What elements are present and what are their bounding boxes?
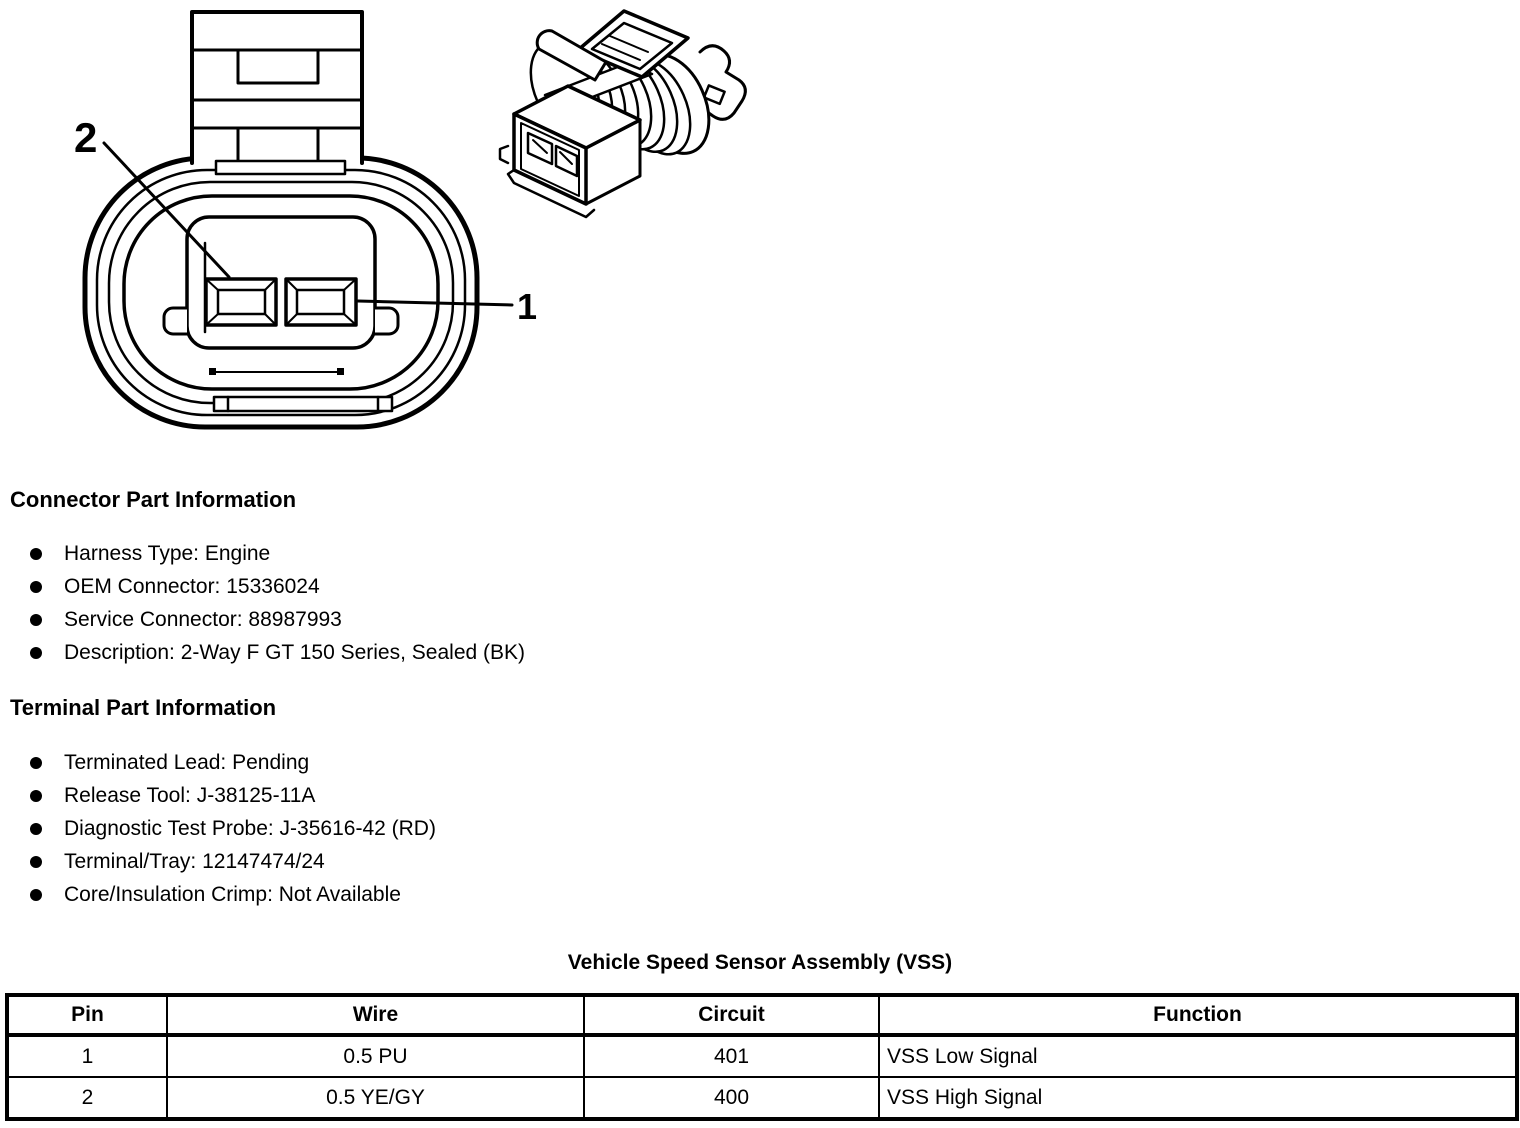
table-cell-circuit: 401	[584, 1035, 879, 1077]
table-cell-pin: 1	[7, 1035, 167, 1077]
table-row	[7, 1035, 1517, 1077]
list-item	[0, 812, 436, 845]
pin-1-leader-line	[358, 301, 512, 305]
table-header-pin: Pin	[7, 995, 167, 1035]
list-item	[0, 603, 525, 636]
pin-2-callout-label: 2	[74, 114, 98, 161]
terminal-part-list	[0, 746, 436, 911]
bullet-icon	[30, 757, 42, 769]
list-item-label: OEM Connector: 15336024	[64, 574, 320, 598]
table-cell-wire: 0.5 PU	[167, 1035, 584, 1077]
list-item-label: Core/Insulation Crimp: Not Available	[64, 882, 401, 906]
list-item-label: Terminal/Tray: 12147474/24	[64, 849, 325, 873]
bullet-icon	[30, 614, 42, 626]
pin-1-callout-label: 1	[517, 286, 538, 327]
list-item-label: Release Tool: J-38125-11A	[64, 783, 316, 807]
bullet-icon	[30, 889, 42, 901]
lock-tab	[192, 12, 362, 174]
list-item-label: Diagnostic Test Probe: J-35616-42 (RD)	[64, 816, 436, 840]
list-item-label: Harness Type: Engine	[64, 541, 271, 565]
bullet-icon	[30, 823, 42, 835]
list-item	[0, 845, 436, 878]
section-heading-terminal-part-information: Terminal Part Information	[10, 695, 277, 720]
table-row	[7, 1077, 1517, 1119]
connector-side-view	[500, 11, 745, 217]
list-item-label: Terminated Lead: Pending	[64, 750, 310, 774]
table-title: Vehicle Speed Sensor Assembly (VSS)	[567, 951, 953, 974]
table-header-function: Function	[879, 995, 1517, 1035]
connector-face-view	[74, 12, 537, 427]
list-item-label: Description: 2-Way F GT 150 Series, Sealed (BK)	[64, 640, 526, 664]
pin-table	[5, 993, 1519, 1121]
bullet-icon	[30, 856, 42, 868]
table-header-circuit: Circuit	[584, 995, 879, 1035]
pin-1-cavity	[286, 279, 356, 325]
table-cell-wire: 0.5 YE/GY	[167, 1077, 584, 1119]
bullet-icon	[30, 790, 42, 802]
list-item	[0, 636, 525, 669]
connector-diagrams	[0, 0, 780, 460]
face-outer-rings	[85, 158, 477, 427]
list-item	[0, 537, 525, 570]
table-header-wire: Wire	[167, 995, 584, 1035]
bullet-icon	[30, 647, 42, 659]
pin-2-cavity	[206, 279, 276, 325]
connector-part-list	[0, 537, 525, 669]
list-item	[0, 570, 525, 603]
list-item	[0, 878, 436, 911]
table-cell-function: VSS High Signal	[879, 1077, 1517, 1119]
bullet-icon	[30, 548, 42, 560]
bullet-icon	[30, 581, 42, 593]
section-heading-connector-part-information: Connector Part Information	[10, 487, 297, 512]
list-item	[0, 746, 436, 779]
keyway-shroud	[164, 217, 398, 348]
table-header-row	[7, 995, 1517, 1035]
table-cell-pin: 2	[7, 1077, 167, 1119]
table-cell-circuit: 400	[584, 1077, 879, 1119]
list-item	[0, 779, 436, 812]
table-cell-function: VSS Low Signal	[879, 1035, 1517, 1077]
list-item-label: Service Connector: 88987993	[64, 607, 342, 631]
